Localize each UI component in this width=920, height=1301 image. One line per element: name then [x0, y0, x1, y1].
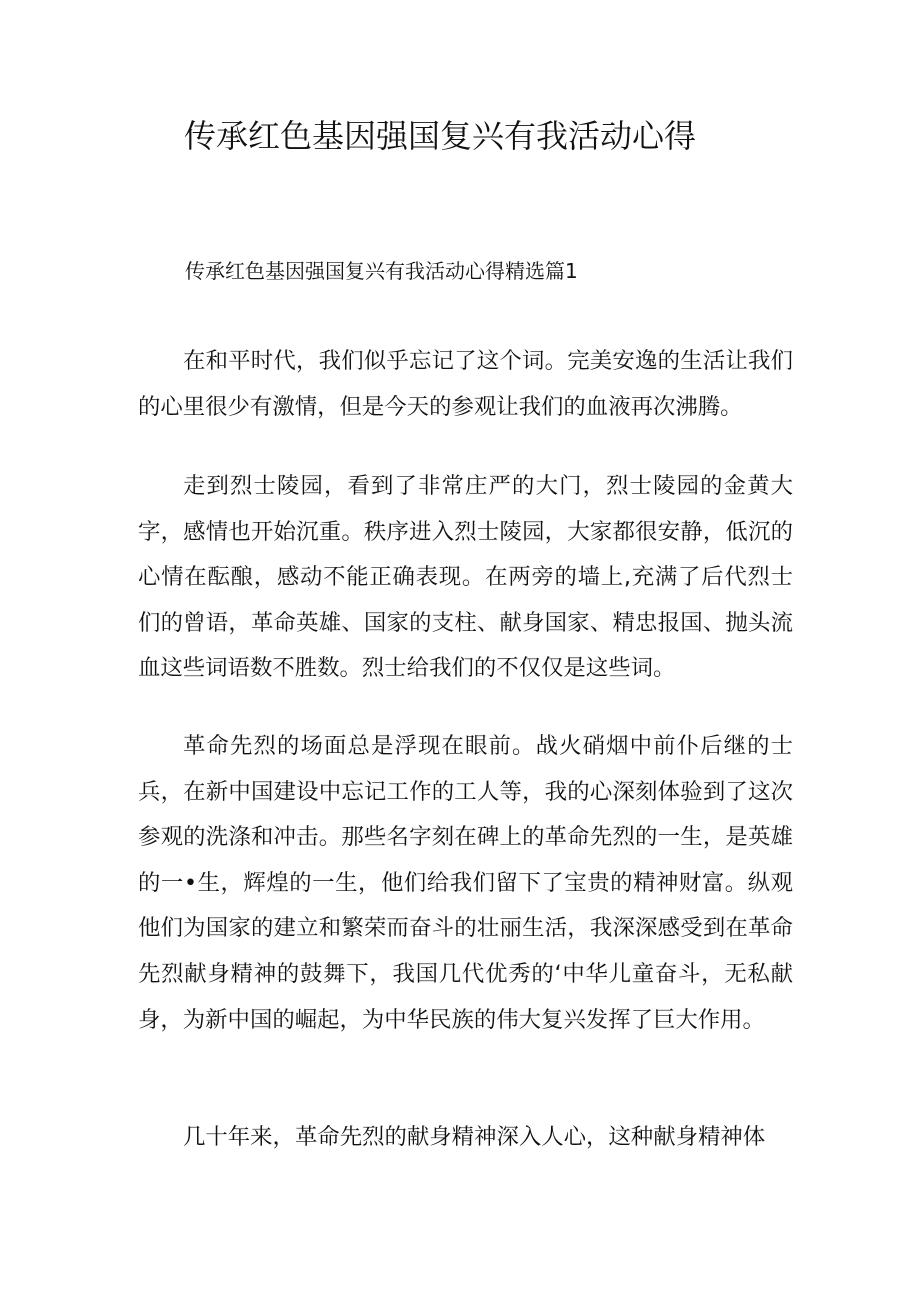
section-subtitle: 传承红色基因强国复兴有我活动心得精选篇1: [185, 259, 578, 283]
document-title: 传承红色基因强国复兴有我活动心得: [184, 117, 697, 155]
paragraph-2: 走到烈士陵园，看到了非常庄严的大门，烈士陵园的金黄大字，感情也开始沉重。秩序进入烈士陵园，大家都很安静，低沉的心情在酝酿，感动不能正确表现。在两旁的墙上,充满了后代烈士们的曾语，革命英雄、国家的支柱、献身国家、精忠报国、抛头流血这些词语数不胜数。烈士给我们的不仅仅是这些词。: [138, 473, 793, 682]
paragraph-3: 革命先烈的场面总是浮现在眼前。战火硝烟中前仆后继的士兵，在新中国建设中忘记工作的工人等，我的心深刻体验到了这次参观的洗涤和冲击。那些名字刻在碑上的革命先烈的一生，是英雄的一•生，辉煌的一生，他们给我们留下了宝贵的精神财富。纵观他们为国家的建立和繁荣而奋斗的壮丽生活，我深深感受到在革命先烈献身精神的鼓舞下，我国几代优秀的‘中华儿童奋斗，无私献身，为新中国的崛起，为中华民族的伟大复兴发挥了巨大作用。: [138, 733, 793, 1033]
paragraph-4: 几十年来，革命先烈的献身精神深入人心，这种献身精神体: [183, 1124, 766, 1150]
paragraph-1: 在和平时代，我们似乎忘记了这个词。完美安逸的生活让我们的心里很少有激情，但是今天的参观让我们的血液再次沸腾。: [138, 348, 793, 420]
